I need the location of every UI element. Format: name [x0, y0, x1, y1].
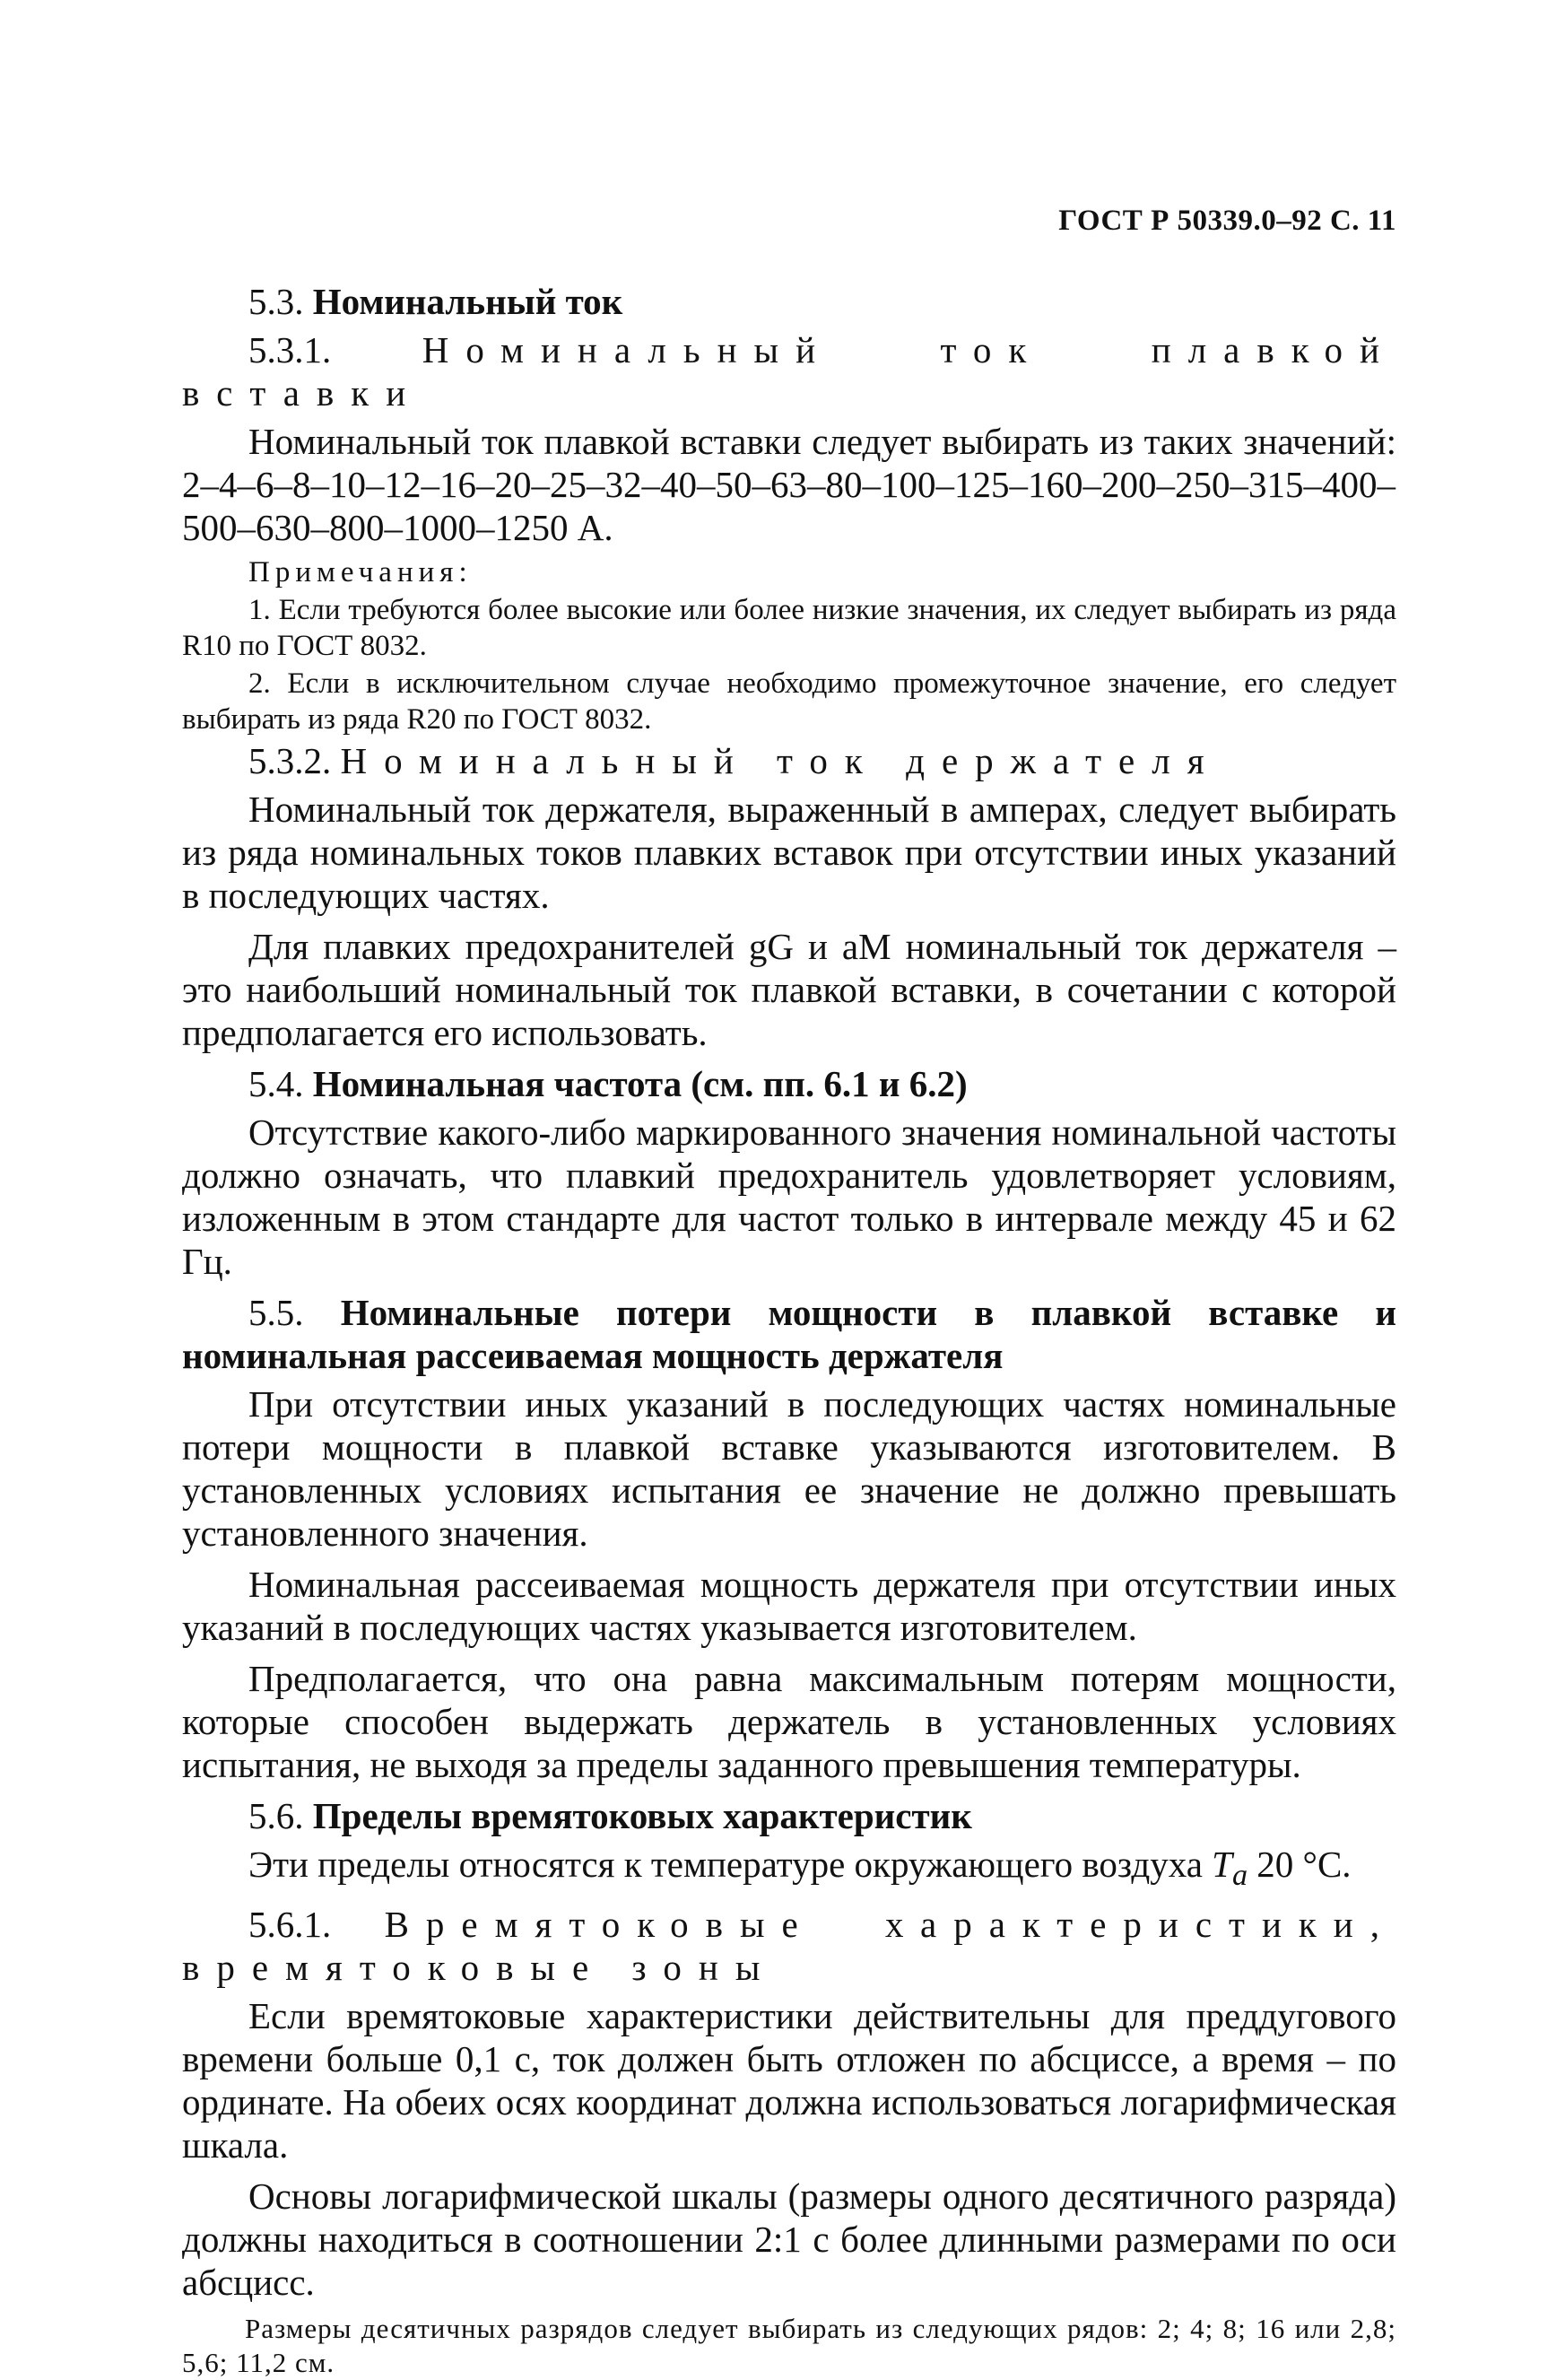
section-title: Времятоковые характеристики, времятоковые зоны — [182, 1904, 1396, 1989]
section-number: 5.6. — [248, 1795, 304, 1836]
section-5-3-1-heading — [182, 328, 1396, 414]
section-5-5-heading — [182, 1291, 1396, 1377]
section-5-6-paragraph-1 — [182, 1843, 1396, 1897]
page-header: ГОСТ Р 50339.0–92 С. 11 — [1058, 205, 1396, 237]
note-1: 1. Если требуются более высокие или более низкие значения, их следует выбирать из ряда R10 по ГОСТ 8032. — [182, 594, 1396, 662]
section-title: Пределы времятоковых характеристик — [312, 1795, 972, 1836]
section-5-6-1-heading — [182, 1903, 1396, 1989]
section-5-4-heading — [182, 1062, 1396, 1105]
section-5-6-1-paragraph-2: Основы логарифмической шкалы (размеры одного десятичного разряда) должны находиться в соотношении 2:1 с более длинными размерами по оси абсцисс. — [182, 2175, 1396, 2304]
section-number: 5.5. — [248, 1292, 304, 1333]
section-title: Номинальный ток держателя — [340, 740, 1222, 781]
section-title: Номинальные потери мощности в плавкой вставке и номинальная рассеиваемая мощность держателя — [182, 1292, 1397, 1376]
section-title: Номинальный ток плавкой вставки — [182, 329, 1396, 414]
section-5-6-heading — [182, 1794, 1396, 1837]
document-body — [182, 280, 1396, 2380]
temperature-symbol: T — [1212, 1844, 1232, 1885]
section-5-5-paragraph-2: Номинальная рассеиваемая мощность держателя при отсутствии иных указаний в последующих частях указывается изготовителем. — [182, 1564, 1396, 1648]
section-5-3-2-paragraph-1: Номинальный ток держателя, выраженный в амперах, следует выбирать из ряда номинальных токов плавких вставок при отсутствии иных указаний в последующих частях. — [182, 789, 1396, 916]
section-number: 5.6.1. — [248, 1904, 332, 1946]
section-5-3-heading — [182, 280, 1396, 323]
section-5-3-1-body: Номинальный ток плавкой вставки следует выбирать из таких значений: 2–4–6–8–10–12–16–20–25–32–40–50–63–80–100–125–160–200–250–315–400–500–630–800–1000–1250 А. — [182, 421, 1396, 548]
section-number: 5.3.1. — [248, 329, 332, 371]
section-title: Номинальный ток — [312, 281, 623, 322]
section-number: 5.3.2. — [248, 740, 332, 781]
section-5-4-paragraph-1: Отсутствие какого-либо маркированного значения номинальной частоты должно означать, что плавкий предохранитель удовлетворяет условиям, изложенным в этом стандарте для частот только в интервале между 45 и 62 Гц. — [182, 1112, 1396, 1282]
section-number: 5.4. — [248, 1063, 304, 1104]
section-title: Номинальная частота (см. пп. 6.1 и 6.2) — [312, 1063, 968, 1104]
temperature-value: 20 °С. — [1256, 1844, 1352, 1885]
section-5-3-2-heading — [182, 739, 1396, 782]
section-5-6-1-paragraph-1: Если времятоковые характеристики действительны для преддугового времени больше 0,1 с, ток должен быть отложен по абсциссе, а время – по ординате. На обеих осях координат должна использоваться логарифмическая шкала. — [182, 1995, 1396, 2166]
notes-title: Примечания: — [248, 556, 473, 588]
temperature-subscript: a — [1231, 1859, 1248, 1893]
paragraph-text: Эти пределы относятся к температуре окружающего воздуха — [248, 1844, 1203, 1885]
section-5-5-paragraph-3: Предполагается, что она равна максимальным потерям мощности, которые способен выдержать держатель в установленных условиях испытания, не выходя за пределы заданного превышения температуры. — [182, 1658, 1396, 1785]
section-5-6-1-note: Размеры десятичных разрядов следует выбирать из следующих рядов: 2; 4; 8; 16 или 2,8; 5,6; 11,2 см. — [182, 2313, 1396, 2379]
note-2: 2. Если в исключительном случае необходимо промежуточное значение, его следует выбирать из ряда R20 по ГОСТ 8032. — [182, 667, 1396, 736]
section-5-3-2-paragraph-2: Для плавких предохранителей gG и aM номинальный ток держателя – это наибольший номинальный ток плавкой вставки, в сочетании с которой предполагается его использовать. — [182, 926, 1396, 1053]
section-5-5-paragraph-1: При отсутствии иных указаний в последующих частях номинальные потери мощности в плавкой вставке указываются изготовителем. В установленных условиях испытания ее значение не должно превышать установленного значения. — [182, 1383, 1396, 1554]
section-number: 5.3. — [248, 281, 304, 322]
